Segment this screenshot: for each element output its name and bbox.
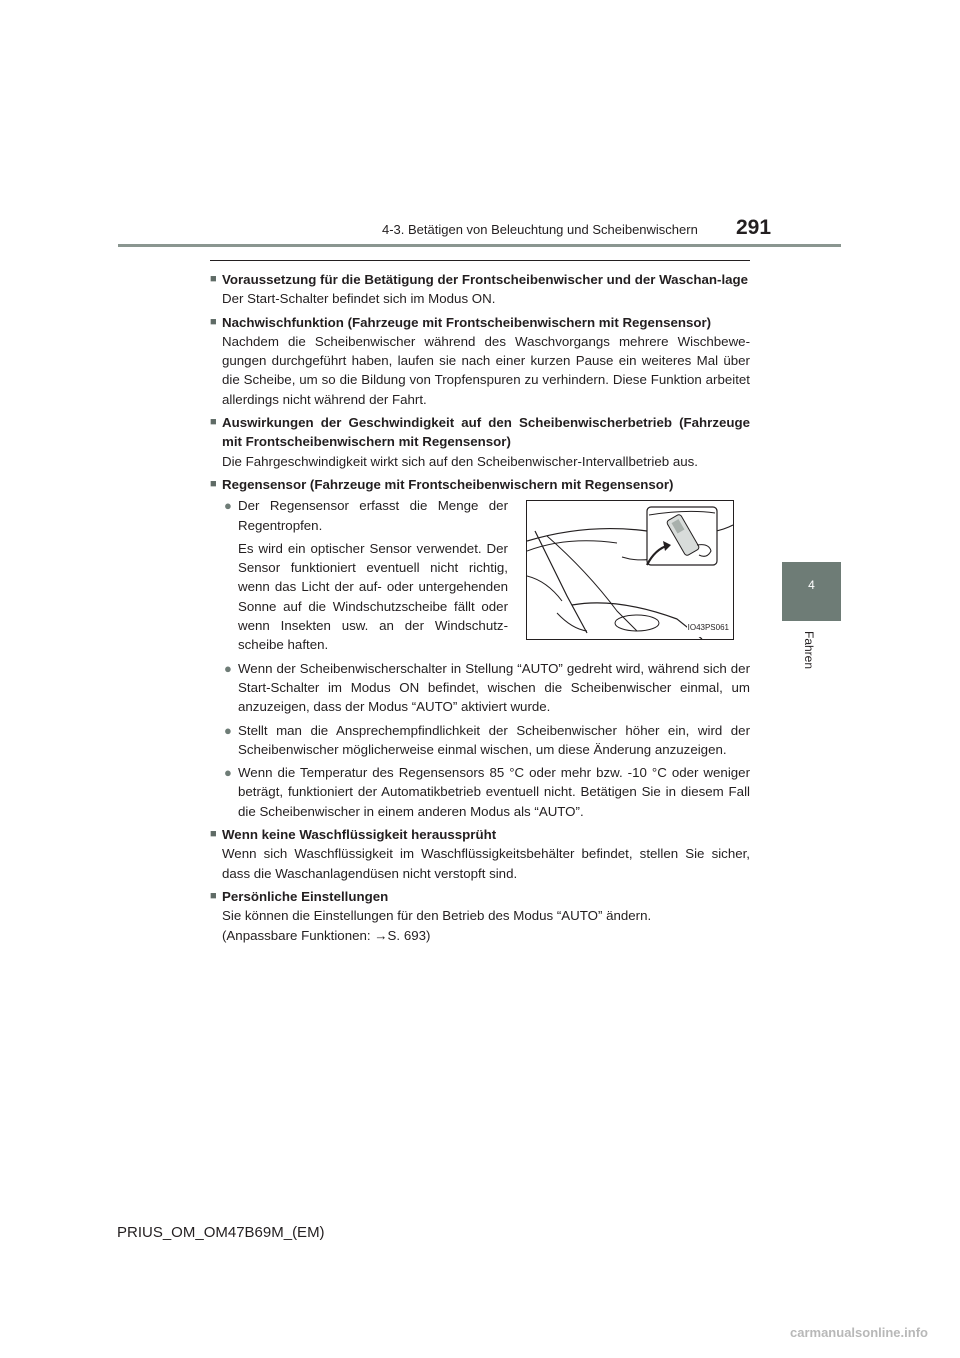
page-number: 291 [736,216,772,239]
bullet-text: Der Regensensor erfasst die Menge der Regentropfen. [238,498,508,533]
figure-bullet [224,496,750,654]
footer-doc-code: PRIUS_OM_OM47B69M_(EM) [117,1224,325,1241]
square-bullet-icon: ■ [210,828,217,841]
bullet-item [224,659,750,717]
section-title [210,270,750,289]
chapter-number: 4 [808,578,815,592]
square-bullet-icon: ■ [210,315,217,328]
watermark: carmanualsonline.info [790,1325,928,1340]
round-bullet-icon: ● [224,660,232,676]
bullet-item [224,721,750,760]
square-bullet-icon: ■ [210,273,217,285]
section-after-wipe [210,313,750,409]
bullet-subtext: Es wird ein optischer Sensor verwendet. Der Sensor funktioniert eventuell nicht richtig, wenn das Licht der auf- oder untergehenden Sonne auf die Windschutzscheibe fällt oder wenn Insekten usw. an der Windschutz-scheibe haften. [238,540,508,653]
section-speed-effect [210,413,750,471]
square-bullet-icon: ■ [210,416,217,429]
section-title [210,413,750,452]
section-operating-condition [210,270,750,309]
round-bullet-icon: ● [224,765,232,781]
main-content [210,266,750,945]
paragraph: Sie können die Einstellungen für den Betrieb des Modus “AUTO” ändern. [222,908,652,924]
section-title-text: Auswirkungen der Geschwindigkeit auf den Scheibenwischerbetrieb (Fahrzeuge mit Frontscheibenwischern mit Regensensor) [222,415,750,450]
rain-sensor-illustration [526,500,734,640]
paragraph-reference: (Anpassbare Funktionen: →S. 693) [222,927,431,943]
paragraph: Wenn sich Waschflüssigkeit im Waschflüssigkeitsbehälter befindet, stellen Sie sicher, dass die Waschanlagendüsen nicht verstopft sind. [222,846,750,881]
section-rain-sensor [210,475,750,821]
figure-code-label: IO43PS061 [687,618,730,637]
section-title [210,475,750,494]
round-bullet-icon: ● [224,722,232,738]
section-title-text: Nachwischfunktion (Fahrzeuge mit Frontscheibenwischern mit Regensensor) [222,314,712,330]
header-rule [118,244,841,247]
paragraph: Nachdem die Scheibenwischer während des Waschvorgangs mehrere Wischbewe-gungen durchgeführt haben, laufen sie nach einer kurzen Pause ein weiteres Mal über die Scheibe, um so die Bildung von Tropfenspuren zu verhindern. Diese Funktion arbeitet allerdings nicht während der Fahrt. [222,333,750,407]
square-bullet-icon: ■ [210,477,217,490]
bullet-text: Wenn der Scheibenwischerschalter in Stellung “AUTO” gedreht wird, während sich der Start-Schalter im Modus ON befindet, wischen die Scheibenwischer einmal, um anzuzeigen, dass der Modus “AUTO” aktiviert wurde. [238,660,750,715]
section-personal-settings [210,887,750,945]
top-thin-rule [210,260,750,261]
bullet-text: Stellt man die Ansprechempfindlichkeit der Scheibenwischer höher ein, wird der Scheibenwischer möglicherweise einmal wischen, um diese Änderung anzuzeigen. [238,722,750,757]
paragraph: Der Start-Schalter befindet sich im Modus ON. [222,291,496,307]
section-title [210,825,750,844]
bullet-item [224,763,750,821]
square-bullet-icon: ■ [210,889,217,902]
section-title [210,887,750,906]
paragraph: Die Fahrgeschwindigkeit wirkt sich auf den Scheibenwischer-Intervallbetrieb aus. [222,453,698,469]
section-title-text: Voraussetzung für die Betätigung der Frontscheibenwischer und der Waschan-lage [222,272,749,287]
section-title-text: Persönliche Einstellungen [222,888,389,904]
header-section-title: 4-3. Betätigen von Beleuchtung und Scheibenwischern [382,222,698,237]
chapter-label-wrap [789,628,829,672]
section-title-text: Regensensor (Fahrzeuge mit Frontscheibenwischern mit Regensensor) [222,476,674,492]
figure-bullet-text [238,496,508,654]
chapter-label: Fahren [802,630,816,670]
section-title-text: Wenn keine Waschflüssigkeit heraussprüht [222,827,497,843]
round-bullet-icon: ● [224,498,232,514]
bullet-text: Wenn die Temperatur des Regensensors 85 °C oder mehr bzw. -10 °C oder weniger beträgt, funktioniert der Automatikbetrieb eventuell nicht. Betätigen Sie in diesem Fall die Scheibenwischer in einem anderen Modus als “AUTO”. [238,765,750,819]
section-no-washer-fluid [210,825,750,883]
section-title [210,313,750,332]
